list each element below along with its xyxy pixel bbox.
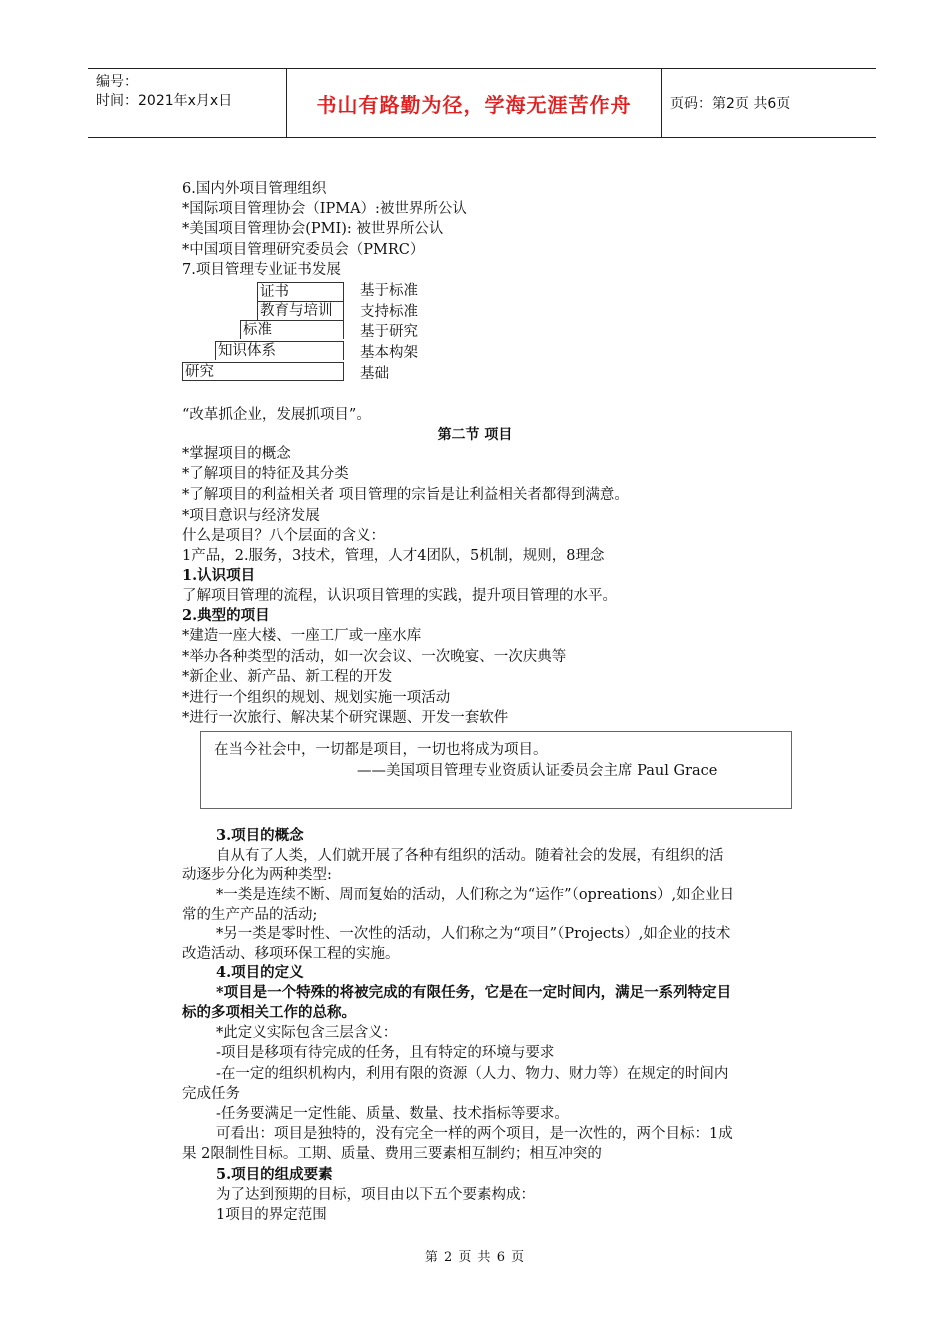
stair-basis: 基本构架 [360, 345, 418, 361]
p3-line: *一类是连续不断、周而复始的活动，人们称之为“运作”（opreations）,如企业日 [216, 887, 735, 903]
p3-title: 3.项目的概念 [216, 827, 304, 844]
stair-basis: 基于研究 [360, 324, 418, 340]
quote-text: 在当今社会中，一切都是项目，一切也将成为项目。 [214, 742, 548, 758]
header-meta [96, 73, 286, 111]
p4-line: -项目是移项有待完成的任务，且有特定的环境与要求 [216, 1045, 555, 1061]
p4-line: *此定义实际包含三层含义： [216, 1025, 398, 1041]
question-line: 什么是项目？八个层面的含义： [182, 528, 385, 544]
stair-step: 教育与培训 [257, 301, 344, 320]
p3-line: 自从有了人类，人们就开展了各种有组织的活动。随着社会的发展，有组织的活 [216, 848, 724, 864]
p4-line: 完成任务 [182, 1086, 240, 1102]
stair-basis: 支持标准 [360, 304, 418, 320]
p4-line: -任务要满足一定性能、质量、数量、技术指标等要求。 [216, 1106, 569, 1122]
number-label: 编号： [96, 74, 138, 90]
p5-line: 为了达到预期的目标，项目由以下五个要素构成： [216, 1187, 535, 1203]
p1-title: 1.认识项目 [182, 567, 256, 584]
p2-title: 2.典型的项目 [182, 607, 270, 624]
p1-text: 了解项目管理的流程，认识项目管理的实践，提升项目管理的水平。 [182, 588, 617, 604]
levels-line: 1产品，2.服务，3技术，管理，人才4团队，5机制，规则，8理念 [182, 548, 605, 564]
p2-item: *举办各种类型的活动，如一次会议、一次晚宴、一次庆典等 [182, 649, 567, 665]
page-header [88, 68, 876, 138]
section-heading: 第二节 项目 [437, 427, 513, 443]
p2-item: *进行一次旅行、解决某个研究课题、开发一套软件 [182, 710, 509, 726]
section6-item: *中国项目管理研究委员会（PMRC） [182, 242, 425, 258]
stair-step: 知识体系 [215, 341, 344, 360]
slogan: “改革抓企业，发展抓项目”。 [182, 407, 371, 423]
quote-box [200, 731, 792, 809]
p4-line: 可看出：项目是独特的，没有完全一样的两个项目，是一次性的，两个目标：1成 [216, 1126, 733, 1142]
goal-item: *项目意识与经济发展 [182, 508, 320, 524]
stair-step: 证书 [257, 282, 344, 301]
section6-item: *国际项目管理协会（IPMA）:被世界所公认 [182, 201, 467, 217]
quote-author: ——美国项目管理专业资质认证委员会主席 Paul Grace [357, 763, 718, 779]
p4-line: -在一定的组织机构内，利用有限的资源（人力、物力、财力等）在规定的时间内 [216, 1066, 729, 1082]
section7-title: 7.项目管理专业证书发展 [182, 262, 341, 278]
p3-line: 动逐步分化为两种类型: [182, 867, 332, 883]
section6-title: 6.国内外项目管理组织 [182, 181, 327, 197]
p4-definition: *项目是一个特殊的将被完成的有限任务，它是在一定时间内，满足一系列特定目 [216, 984, 732, 1001]
p2-item: *建造一座大楼、一座工厂或一座水库 [182, 628, 422, 644]
section6-item: *美国项目管理协会(PMI): 被世界所公认 [182, 221, 444, 237]
p5-title: 5.项目的组成要素 [216, 1166, 333, 1183]
header-page-label: 页码：第2页 共6页 [670, 96, 791, 112]
stair-step: 标准 [240, 320, 344, 339]
stair-basis: 基础 [360, 366, 389, 382]
goal-item: *掌握项目的概念 [182, 446, 291, 462]
page-footer: 第 2 页 共 6 页 [424, 1250, 526, 1265]
p3-line: 常的生产产品的活动; [182, 907, 318, 923]
goal-item: *了解项目的特征及其分类 [182, 466, 349, 482]
header-motto: 书山有路勤为径，学海无涯苦作舟 [286, 69, 662, 137]
p4-line: 果 2限制性目标。工期、质量、费用三要素相互制约；相互冲突的 [182, 1146, 602, 1162]
stair-basis: 基于标准 [360, 283, 418, 299]
p2-item: *进行一个组织的规划、规划实施一项活动 [182, 690, 451, 706]
p3-line: 改造活动、移项环保工程的实施。 [182, 946, 400, 962]
p2-item: *新企业、新产品、新工程的开发 [182, 669, 393, 685]
p5-line: 1项目的界定范围 [216, 1207, 327, 1223]
p4-definition: 标的多项相关工作的总称。 [182, 1004, 356, 1021]
p4-title: 4.项目的定义 [216, 964, 304, 981]
stair-step: 研究 [182, 362, 344, 381]
goal-item: *了解项目的利益相关者 项目管理的宗旨是让利益相关者都得到满意。 [182, 487, 629, 503]
time-label: 时间：2021年x月x日 [96, 93, 233, 109]
p3-line: *另一类是零时性、一次性的活动，人们称之为“项目”（Projects）,如企业的技术 [216, 926, 731, 942]
